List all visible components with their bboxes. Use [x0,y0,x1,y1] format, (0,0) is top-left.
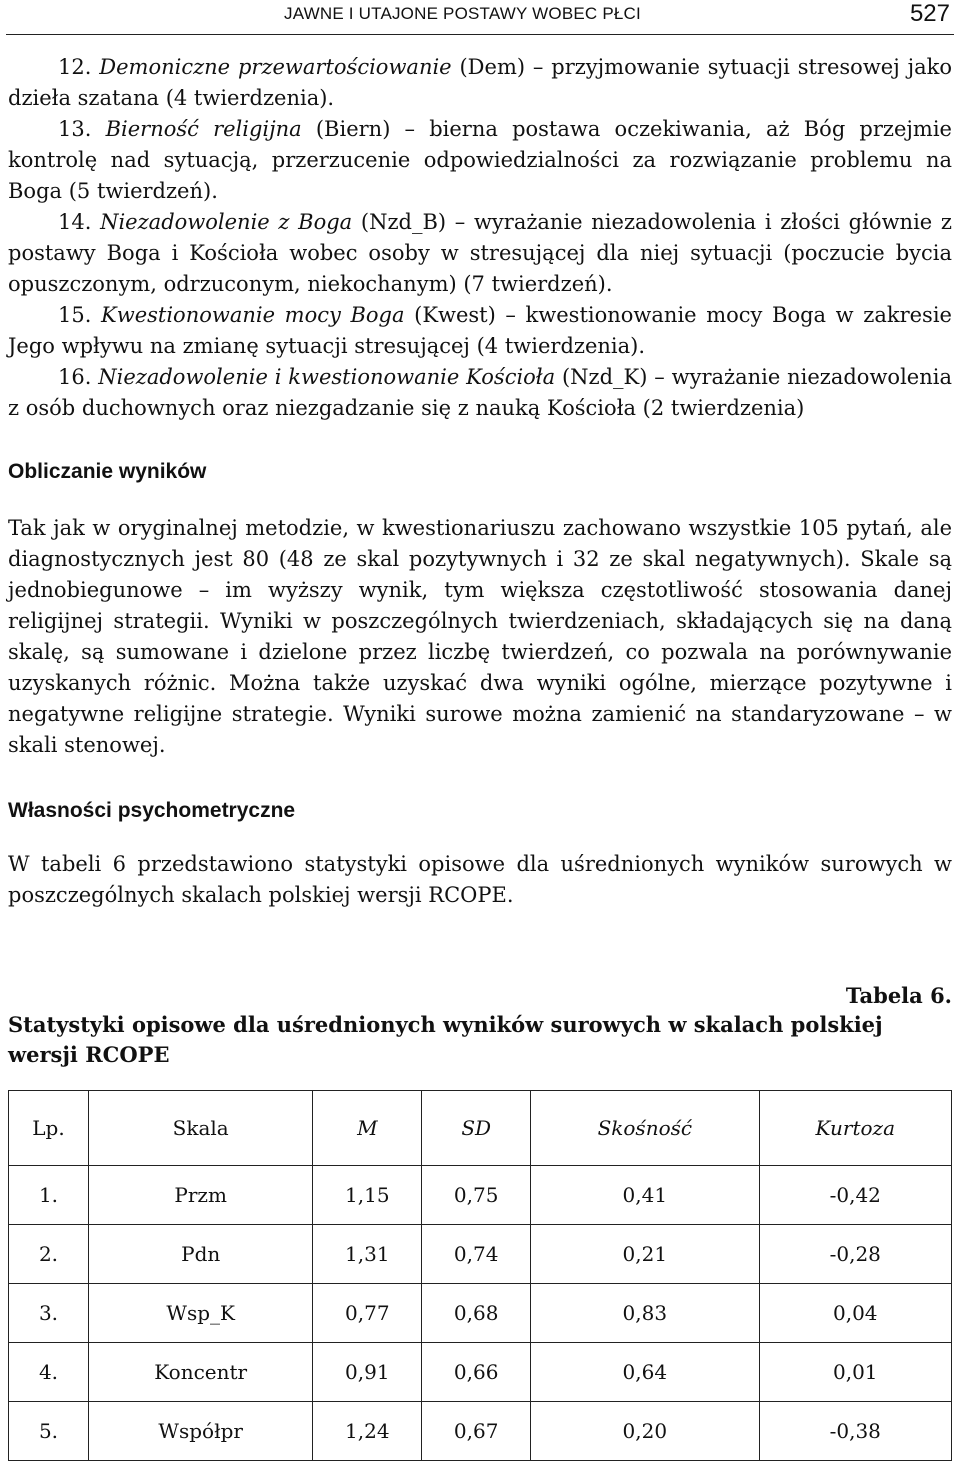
table-cell: 0,21 [531,1225,759,1284]
table-cell: 0,68 [422,1284,531,1343]
table-cell: -0,42 [759,1166,951,1225]
table-row [9,1343,952,1402]
item-description: (Dem) – przyjmowanie sytuacji stresowej jako dzieła szatana (4 twierdzenia). [8,55,952,110]
table-caption: Statystyki opisowe dla uśrednionych wyników surowych w skalach polskiej wersji RCOPE [8,1012,883,1067]
item-number: 16. [58,365,92,389]
item-description: (Kwest) – kwestionowanie mocy Boga w zakresie Jego wpływu na zmianę sytuacji stresującej (4 twierdzenia). [8,303,952,358]
list-item [8,207,952,300]
column-header: Skośność [531,1091,759,1166]
table-cell: 2. [9,1225,89,1284]
item-description: (Nzd_K) – wyrażanie niezadowolenia z osób duchownych oraz niezgadzanie się z nauką Kościoła (2 twierdzenia) [8,365,952,420]
running-header [6,0,954,35]
table-cell: 0,83 [531,1284,759,1343]
table-cell: 0,77 [313,1284,422,1343]
column-header: M [313,1091,422,1166]
table-cell: 1,24 [313,1402,422,1461]
table-cell: 0,74 [422,1225,531,1284]
table-cell: 0,91 [313,1343,422,1402]
table-header-row [9,1091,952,1166]
table-cell: 0,20 [531,1402,759,1461]
page-content [8,52,952,1461]
list-item [8,52,952,114]
table-row [9,1225,952,1284]
scale-name: Bierność religijna [105,117,302,141]
item-description: (Nzd_B) – wyrażanie niezadowolenia i złości głównie z postawy Boga i Kościoła wobec osoby w stresującej dla niej sytuacji (poczucie bycia opuszczonym, odrzuconym, niekochanym) (7 twierdzeń). [8,210,952,296]
table-cell: 0,66 [422,1343,531,1402]
page-number: 527 [909,0,950,27]
table-cell: Przm [88,1166,312,1225]
section-heading-scoring: Obliczanie wyników [8,460,207,483]
table-cell: Pdn [88,1225,312,1284]
table-cell: 0,41 [531,1166,759,1225]
item-number: 13. [58,117,92,141]
table-cell: -0,28 [759,1225,951,1284]
column-header: Lp. [9,1091,89,1166]
table-cell: 0,64 [531,1343,759,1402]
table-cell: Wsp_K [88,1284,312,1343]
running-title: JAWNE I UTAJONE POSTAWY WOBEC PŁCI [284,4,641,23]
scoring-paragraph: Tak jak w oryginalnej metodzie, w kwestionariuszu zachowano wszystkie 105 pytań, ale diagnostycznych jest 80 (48 ze skal pozytywnych i 32 ze skal negatywnych). Skale są jednobiegunowe – im wyższy wynik, tym większa częstotliwość stosowania danej religijnej strategii. Wyniki w poszczególnych twierdzeniach, składających się na daną skalę, są sumowane i dzielone przez liczbę twierdzeń, co pozwala na porównywanie uzyskanych różnic. Można także uzyskać dwa wyniki ogólne, mierzące pozytywne i negatywne religijne strategie. Wyniki surowe można zamienić na standaryzowane – w skali stenowej. [8,516,952,757]
scale-name: Demoniczne przewartościowanie [99,55,452,79]
table-cell: 1,31 [313,1225,422,1284]
table-cell: Koncentr [88,1343,312,1402]
column-header: SD [422,1091,531,1166]
item-description: (Biern) – bierna postawa oczekiwania, aż Bóg przejmie kontrolę nad sytuacją, przerzucenie odpowiedzialności za rozwiązanie problemu na Boga (5 twierdzeń). [8,117,952,203]
table-row [9,1402,952,1461]
table-cell: 0,67 [422,1402,531,1461]
table-cell: 4. [9,1343,89,1402]
table-cell: 0,04 [759,1284,951,1343]
scale-name: Niezadowolenie z Boga [100,210,353,234]
table-cell: 0,01 [759,1343,951,1402]
scale-name: Kwestionowanie mocy Boga [101,303,405,327]
item-number: 14. [58,210,92,234]
table-cell: -0,38 [759,1402,951,1461]
psychometrics-paragraph: W tabeli 6 przedstawiono statystyki opisowe dla uśrednionych wyników surowych w poszczególnych skalach polskiej wersji RCOPE. [8,852,952,907]
stats-table [8,1090,952,1461]
item-number: 12. [58,55,92,79]
list-item [8,300,952,362]
table-number: Tabela 6. [845,983,952,1008]
table-row [9,1166,952,1225]
table-row [9,1284,952,1343]
list-item [8,114,952,207]
item-number: 15. [58,303,92,327]
table-cell: 5. [9,1402,89,1461]
column-header: Kurtoza [759,1091,951,1166]
table-cell: 0,75 [422,1166,531,1225]
table-cell: Współpr [88,1402,312,1461]
scale-name: Niezadowolenie i kwestionowanie Kościoła [98,365,556,389]
table-cell: 1. [9,1166,89,1225]
table-cell: 1,15 [313,1166,422,1225]
column-header: Skala [88,1091,312,1166]
table-cell: 3. [9,1284,89,1343]
list-item [8,362,952,424]
section-heading-psychometrics: Własności psychometryczne [8,799,296,822]
